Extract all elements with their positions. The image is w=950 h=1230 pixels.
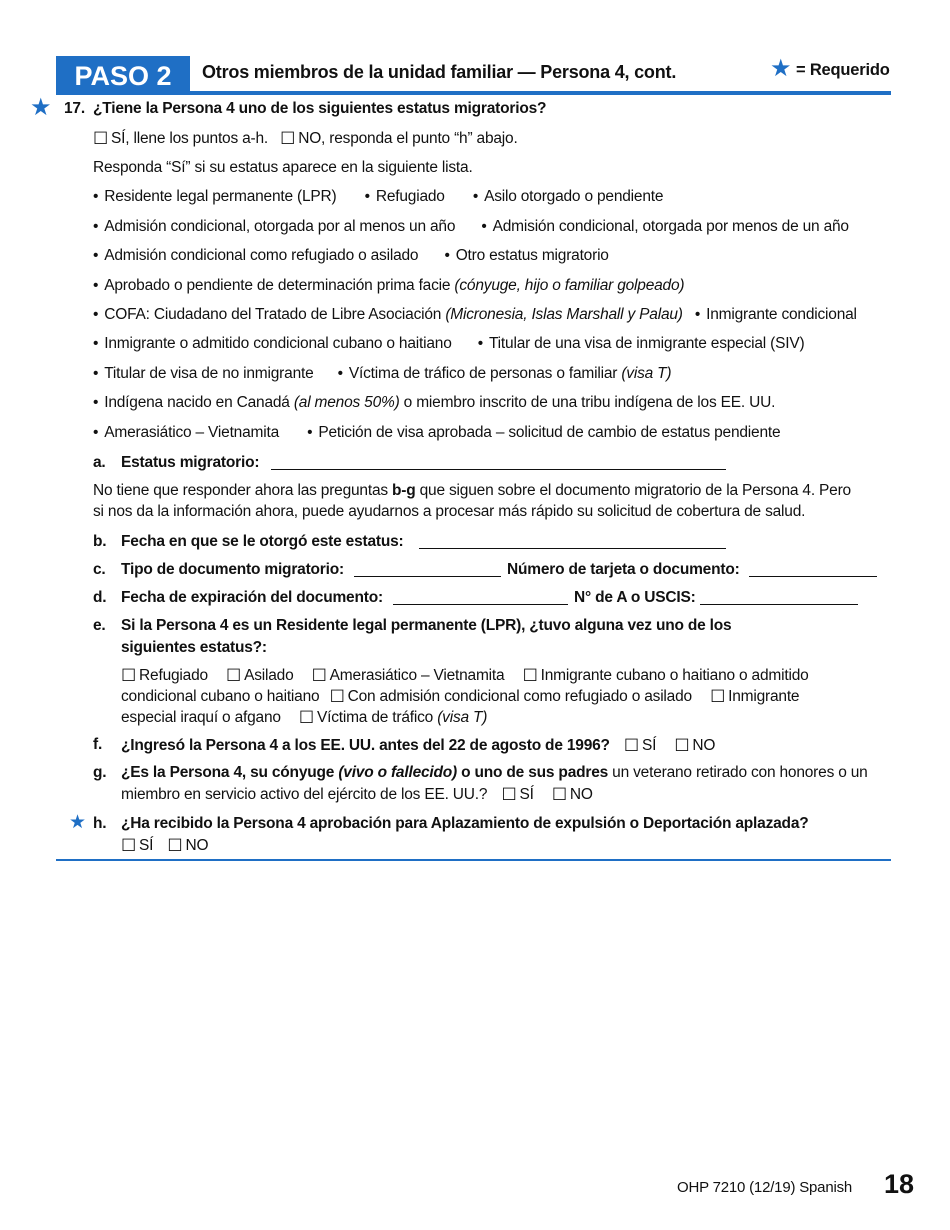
required-star-icon: ★ bbox=[770, 55, 792, 82]
entry-date-row: ¿Ingresó la Persona 4 a los EE. UU. antes del 22 de agosto de 1996? ☐ SÍ ☐ NO bbox=[121, 736, 716, 755]
lpr-options-line-2: condicional cubano o haitiano ☐ Con admisión condicional como refugiado o asilado ☐ Inmigrante bbox=[121, 687, 800, 706]
header-rule bbox=[56, 91, 891, 95]
status-date-field[interactable] bbox=[419, 531, 726, 549]
status-item: Petición de visa aprobada – solicitud de cambio de estatus pendiente bbox=[318, 424, 781, 441]
bullet-row-2: • Admisión condicional, otorgada por al menos un año • Admisión condicional, otorgada por menos de un año bbox=[93, 218, 849, 235]
lpr-options-line-1: ☐ Refugiado ☐ Asilado ☐ Amerasiático – Vietnamita ☐ Inmigrante cubano o haitiano o admitido bbox=[121, 666, 809, 685]
note-line-2: si nos da la información ahora, puede ayudarnos a procesar más rápido su solicitud de cobertura de salud. bbox=[93, 503, 806, 520]
question-text: ¿Tiene la Persona 4 uno de los siguientes estatus migratorios? bbox=[93, 100, 547, 117]
item-letter: d. bbox=[93, 589, 107, 606]
status-item: Víctima de tráfico de personas o familiar bbox=[348, 365, 618, 382]
status-item: Titular de visa de no inmigrante bbox=[104, 365, 314, 382]
bullet-row-8: • Indígena nacido en Canadá (al menos 50%) o miembro inscrito de una tribu indígena de los EE. UU. bbox=[93, 394, 776, 411]
immigration-status-label: Estatus migratorio: bbox=[121, 454, 260, 471]
status-item-note: (visa T) bbox=[621, 365, 672, 382]
checkbox-yes[interactable]: ☐ bbox=[623, 736, 639, 755]
bullet-row-5: • COFA: Ciudadano del Tratado de Libre Asociación (Micronesia, Islas Marshall y Palau) • Inmigrante condicional bbox=[93, 306, 857, 323]
lpr-options-line-3: especial iraquí o afgano ☐ Víctima de tráfico (visa T) bbox=[121, 708, 488, 727]
veteran-question-line-1: ¿Es la Persona 4, su cónyuge (vivo o fallecido) o uno de sus padres un veterano retirado con honores o un bbox=[121, 764, 868, 781]
page-title: Otros miembros de la unidad familiar — Persona 4, cont. bbox=[202, 62, 677, 82]
document-number-label: Número de tarjeta o documento: bbox=[507, 561, 740, 578]
bullet-row-1: • Residente legal permanente (LPR) • Refugiado • Asilo otorgado o pendiente bbox=[93, 188, 664, 205]
item-letter: g. bbox=[93, 764, 107, 781]
bullet-row-7: • Titular de visa de no inmigrante • Víctima de tráfico de personas o familiar (visa T) bbox=[93, 365, 672, 382]
checkbox-victima-trafico[interactable]: ☐ bbox=[298, 708, 314, 727]
required-legend: = Requerido bbox=[796, 61, 890, 79]
form-id: OHP 7210 (12/19) Spanish bbox=[677, 1179, 853, 1196]
checkbox-yes[interactable]: ☐ bbox=[121, 836, 137, 855]
checkbox-no[interactable]: ☐ bbox=[167, 836, 183, 855]
status-item-note: (al menos 50%) bbox=[293, 394, 400, 411]
daca-question: ¿Ha recibido la Persona 4 aprobación para Aplazamiento de expulsión o Deportación aplazada? bbox=[121, 815, 809, 832]
checkbox-yes[interactable]: ☐ bbox=[501, 785, 517, 804]
status-item: Admisión condicional, otorgada por menos de un año bbox=[492, 218, 849, 235]
status-item: Indígena nacido en Canadá bbox=[104, 394, 290, 411]
checkbox-yes[interactable]: ☐ bbox=[93, 129, 109, 148]
bullet-row-3: • Admisión condicional como refugiado o asilado • Otro estatus migratorio bbox=[93, 247, 609, 264]
lpr-question-line-2: siguientes estatus?: bbox=[121, 639, 267, 656]
item-letter: e. bbox=[93, 617, 106, 634]
question-number: 17. bbox=[64, 100, 85, 117]
checkbox-no[interactable]: ☐ bbox=[551, 785, 567, 804]
daca-answer-row: ☐ SÍ ☐ NO bbox=[121, 836, 209, 855]
note-line-1: No tiene que responder ahora las preguntas b-g que siguen sobre el documento migratorio de la Persona 4. Pero bbox=[93, 482, 851, 499]
status-date-label: Fecha en que se le otorgó este estatus: bbox=[121, 533, 404, 550]
bullet-row-6: • Inmigrante o admitido condicional cubano o haitiano • Titular de una visa de inmigrante especial (SIV) bbox=[93, 335, 805, 352]
entry-date-question: ¿Ingresó la Persona 4 a los EE. UU. antes del 22 de agosto de 1996? bbox=[121, 737, 610, 754]
status-item-note: (cónyuge, hijo o familiar golpeado) bbox=[454, 277, 685, 294]
status-item: Inmigrante condicional bbox=[706, 306, 857, 323]
checkbox-no[interactable]: ☐ bbox=[280, 129, 296, 148]
yes-option-label: SÍ, llene los puntos a-h. bbox=[111, 130, 269, 147]
lpr-question-line-1: Si la Persona 4 es un Residente legal permanente (LPR), ¿tuvo alguna vez uno de los bbox=[121, 617, 732, 634]
required-star-icon: ★ bbox=[30, 94, 52, 121]
checkbox-iraqui-afgano[interactable]: ☐ bbox=[710, 687, 726, 706]
veteran-question-line-2: miembro en servicio activo del ejército de los EE. UU.? ☐ SÍ ☐ NO bbox=[121, 785, 593, 804]
status-item: Otro estatus migratorio bbox=[455, 247, 609, 264]
status-item: Residente legal permanente (LPR) bbox=[104, 188, 337, 205]
checkbox-cubano-haitiano[interactable]: ☐ bbox=[522, 666, 538, 685]
section-rule bbox=[56, 859, 891, 861]
status-item: Aprobado o pendiente de determinación prima facie bbox=[104, 277, 451, 294]
checkbox-amerasiatico[interactable]: ☐ bbox=[311, 666, 327, 685]
status-item: Refugiado bbox=[375, 188, 445, 205]
checkbox-condicional[interactable]: ☐ bbox=[329, 687, 345, 706]
status-item: Admisión condicional, otorgada por al menos un año bbox=[104, 218, 456, 235]
status-item-note: (Micronesia, Islas Marshall y Palau) bbox=[445, 306, 683, 323]
item-letter: c. bbox=[93, 561, 106, 578]
status-item: Asilo otorgado o pendiente bbox=[484, 188, 664, 205]
checkbox-refugiado[interactable]: ☐ bbox=[121, 666, 137, 685]
a-number-field[interactable] bbox=[700, 587, 858, 605]
document-type-field[interactable] bbox=[354, 559, 501, 577]
yes-no-row bbox=[93, 128, 518, 149]
document-type-label: Tipo de documento migratorio: bbox=[121, 561, 344, 578]
status-item: Admisión condicional como refugiado o asilado bbox=[104, 247, 419, 264]
bullet-row-4: • Aprobado o pendiente de determinación prima facie (cónyuge, hijo o familiar golpeado) bbox=[93, 277, 685, 294]
page-number: 18 bbox=[884, 1169, 915, 1199]
instruction: Responda “Sí” si su estatus aparece en la siguiente lista. bbox=[93, 159, 473, 176]
immigration-status-field[interactable] bbox=[271, 452, 726, 470]
bullet-row-9: • Amerasiático – Vietnamita • Petición de visa aprobada – solicitud de cambio de estatus pendiente bbox=[93, 424, 781, 441]
status-item: Titular de una visa de inmigrante especial (SIV) bbox=[488, 335, 805, 352]
status-item: o miembro inscrito de una tribu indígena de los EE. UU. bbox=[403, 394, 776, 411]
checkbox-no[interactable]: ☐ bbox=[674, 736, 690, 755]
status-item: Inmigrante o admitido condicional cubano o haitiano bbox=[104, 335, 452, 352]
item-letter: a. bbox=[93, 454, 106, 471]
step-label: PASO 2 bbox=[74, 61, 172, 91]
required-star-icon: ★ bbox=[69, 812, 87, 833]
no-option-label: NO, responda el punto “h” abajo. bbox=[298, 130, 518, 147]
a-number-label: N° de A o USCIS: bbox=[574, 589, 696, 606]
item-letter: b. bbox=[93, 533, 107, 550]
document-number-field[interactable] bbox=[749, 559, 877, 577]
status-item: COFA: Ciudadano del Tratado de Libre Asociación bbox=[104, 306, 442, 323]
checkbox-asilado[interactable]: ☐ bbox=[226, 666, 242, 685]
expiration-date-label: Fecha de expiración del documento: bbox=[121, 589, 383, 606]
expiration-date-field[interactable] bbox=[393, 587, 568, 605]
item-letter: f. bbox=[93, 736, 103, 753]
item-letter: h. bbox=[93, 815, 107, 832]
status-item: Amerasiático – Vietnamita bbox=[104, 424, 280, 441]
